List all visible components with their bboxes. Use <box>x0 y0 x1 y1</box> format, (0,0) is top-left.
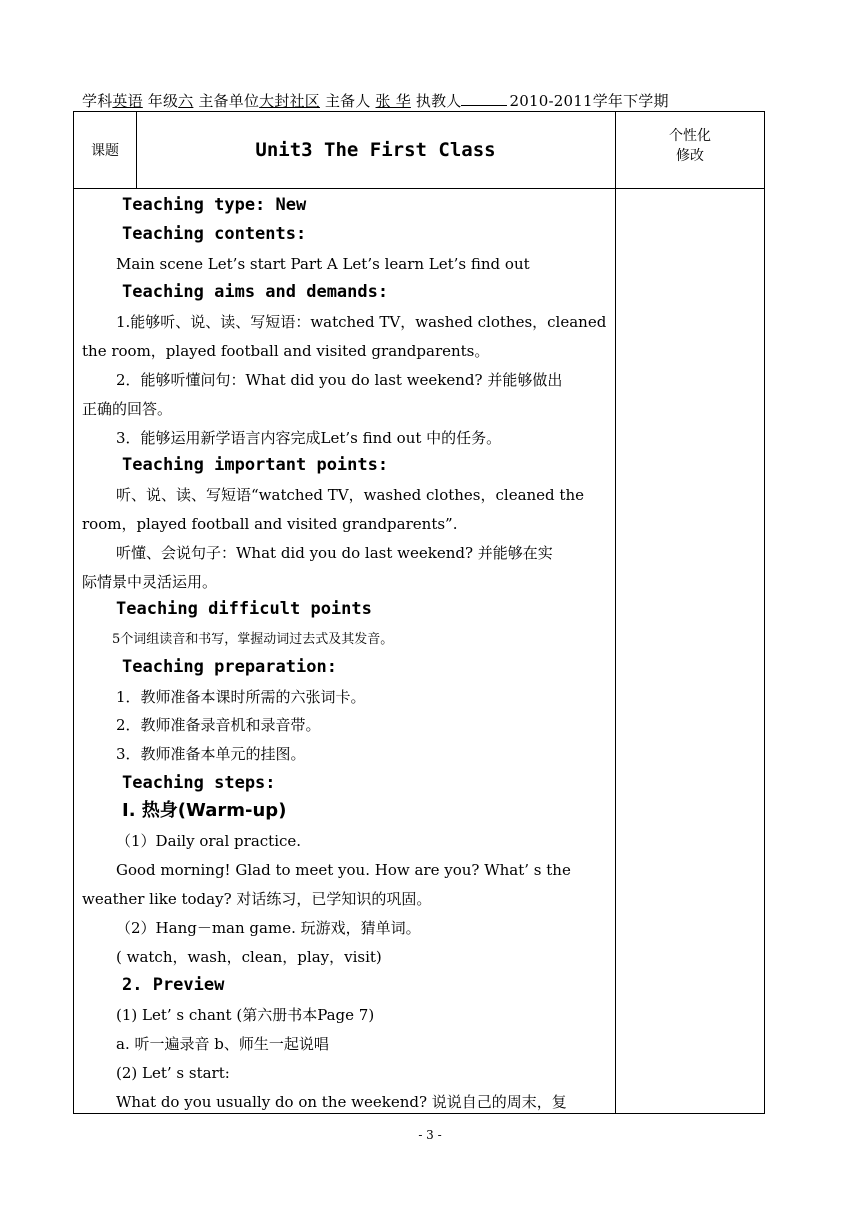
column-divider-right <box>615 112 616 1113</box>
content-line: 听、说、读、写短语“watched TV，washed clothes，cleaned the <box>116 486 584 504</box>
content-line: the room，played football and visited grandparents。 <box>82 342 490 360</box>
warm-up-heading: Ⅰ. 热身(Warm-up) <box>122 800 287 821</box>
content-line: ( watch，wash，clean，play，visit) <box>116 948 382 966</box>
unit-label: 主备单位 <box>198 92 260 110</box>
content-line: Main scene Let’s start Part A Let’s learn Let’s find out <box>116 255 530 273</box>
unit-value: 大封社区 <box>259 92 320 110</box>
grade-label: 年级 <box>147 92 179 110</box>
teaching-type: Teaching type: New <box>122 195 307 215</box>
content-line: （2）Hang－man game. 玩游戏，猜单词。 <box>116 919 421 937</box>
content-line: 3．教师准备本单元的挂图。 <box>116 745 306 763</box>
content-line: 际情景中灵活运用。 <box>82 573 218 591</box>
content-line: room，played football and visited grandparents”. <box>82 515 458 533</box>
content-line: Good morning! Glad to meet you. How are you? What’ s the <box>116 861 571 879</box>
content-line: What do you usually do on the weekend? 说说自己的周末，复 <box>116 1093 567 1111</box>
content-line: 2．能够听懂问句：What did you do last weekend? 并能够做出 <box>116 371 563 389</box>
content-line: a. 听一遍录音 b、师生一起说唱 <box>116 1035 329 1053</box>
subject-label: 学科 <box>82 92 113 110</box>
preparation-heading: Teaching preparation: <box>122 657 337 677</box>
content-line: 听懂、会说句子：What did you do last weekend? 并能够在实 <box>116 544 553 562</box>
row-divider <box>74 188 764 189</box>
mod-line-2: 修改 <box>676 148 704 164</box>
preparer-label: 主备人 <box>324 92 371 110</box>
term-value: 2010-2011学年下学期 <box>509 92 669 110</box>
content-line: 1．教师准备本课时所需的六张词卡。 <box>116 688 366 706</box>
difficult-points-heading: Teaching difficult points <box>116 599 372 619</box>
content-line: (2) Let’ s start: <box>116 1064 230 1082</box>
topic-label: 课题 <box>91 143 119 159</box>
aims-heading: Teaching aims and demands: <box>122 282 389 302</box>
content-line: 3．能够运用新学语言内容完成Let’s find out 中的任务。 <box>116 429 502 447</box>
topic-title: Unit3 The First Class <box>255 139 496 161</box>
document-header <box>82 90 772 111</box>
preview-heading: 2. Preview <box>122 975 225 995</box>
subject-value: 英语 <box>112 92 143 110</box>
content-line: 1.能够听、说、读、写短语：watched TV，washed clothes，cleaned <box>116 313 607 331</box>
teacher-label: 执教人 <box>415 92 462 110</box>
teaching-contents-heading: Teaching contents: <box>122 224 307 244</box>
teaching-steps-heading: Teaching steps: <box>122 773 276 793</box>
content-line: （1）Daily oral practice. <box>116 832 302 850</box>
personalized-modification-header <box>615 126 765 166</box>
teacher-blank <box>461 93 507 106</box>
mod-line-1: 个性化 <box>669 128 711 144</box>
grade-value: 六 <box>178 92 194 110</box>
content-line: weather like today? 对话练习，已学知识的巩固。 <box>82 890 432 908</box>
content-line: 5个词组读音和书写，掌握动词过去式及其发音。 <box>112 632 394 647</box>
content-line: 正确的回答。 <box>82 400 173 418</box>
preparer-value: 张 华 <box>375 92 411 110</box>
page-number: - 3 - <box>418 1128 442 1142</box>
content-line: (1) Let’ s chant (第六册书本Page 7) <box>116 1006 375 1024</box>
important-points-heading: Teaching important points: <box>122 455 389 475</box>
content-line: 2．教师准备录音机和录音带。 <box>116 716 321 734</box>
